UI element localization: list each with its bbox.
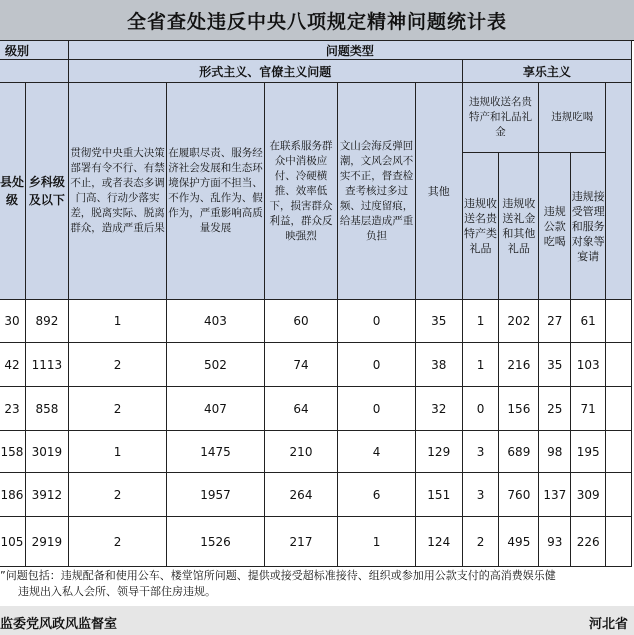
table-cell-col-10: 71 bbox=[571, 387, 606, 431]
problem-desc-4: 文山会海反弹回潮，文风会风不实不正，督查检查考核过多过频、过度留痕，给基层造成严重负担 bbox=[338, 83, 416, 300]
table-cell-col-2: 2 bbox=[68, 473, 166, 517]
table-row bbox=[0, 473, 632, 517]
accept-banquet-header: 违规接受管理和服务对象等宴请 bbox=[571, 153, 606, 300]
table-cell-col-5: 4 bbox=[338, 431, 416, 473]
table-cell-col-2: 2 bbox=[68, 517, 166, 567]
table-cell-col-1: 1113 bbox=[25, 343, 68, 387]
problem-desc-2: 在履职尽责、服务经济社会发展和生态环境保护方面不担当、不作为、乱作为、假作为，严重影响高质量发展 bbox=[167, 83, 264, 300]
table-cell-col-1: 3912 bbox=[25, 473, 68, 517]
table-cell-col-4: 217 bbox=[264, 517, 338, 567]
public-eating-header: 违规公款吃喝 bbox=[539, 153, 571, 300]
table-row bbox=[0, 343, 632, 387]
table-cell-col-6: 35 bbox=[415, 300, 462, 343]
table-cell-col-8: 689 bbox=[499, 431, 539, 473]
gifts-money-header: 违规收送礼金和其他礼品 bbox=[499, 153, 539, 300]
table-cell-col-5: 0 bbox=[338, 343, 416, 387]
table-cell-col-0: 105 bbox=[0, 517, 25, 567]
statistics-table bbox=[0, 40, 632, 567]
table-cell-col-9: 93 bbox=[539, 517, 571, 567]
table-cell-col-9: 25 bbox=[539, 387, 571, 431]
table-cell-col-9: 35 bbox=[539, 343, 571, 387]
table-row bbox=[0, 387, 632, 431]
table-cell-col-3: 1957 bbox=[167, 473, 264, 517]
table-cell-col-8: 760 bbox=[499, 473, 539, 517]
footer-left-text: 监委党风政风监督室 bbox=[0, 617, 118, 632]
table-cell-col-2: 1 bbox=[68, 431, 166, 473]
header-row-1 bbox=[0, 41, 632, 60]
table-cell-col-0: 42 bbox=[0, 343, 25, 387]
table-cell-col-8: 216 bbox=[499, 343, 539, 387]
table-cell-col-4: 74 bbox=[264, 343, 338, 387]
table-cell-col-5: 6 bbox=[338, 473, 416, 517]
level-header: 级别 bbox=[0, 41, 68, 60]
table-cell-col-10: 103 bbox=[571, 343, 606, 387]
table-cell-col-5: 1 bbox=[338, 517, 416, 567]
table-cell-col-7: 2 bbox=[462, 517, 499, 567]
page-title bbox=[0, 0, 634, 41]
problem-type-header: 问题类型 bbox=[68, 41, 631, 60]
table-cell-col-6: 151 bbox=[415, 473, 462, 517]
table-cell-col-9: 137 bbox=[539, 473, 571, 517]
header-overflow-cell bbox=[606, 83, 632, 300]
table-row bbox=[0, 300, 632, 343]
table-cell-col-4: 264 bbox=[264, 473, 338, 517]
gifts-special-header: 违规收送名贵特产类礼品 bbox=[462, 153, 499, 300]
table-cell-col-2: 1 bbox=[68, 300, 166, 343]
table-row bbox=[0, 431, 632, 473]
table-cell-col-1: 858 bbox=[25, 387, 68, 431]
table-cell-col-5: 0 bbox=[338, 387, 416, 431]
table-row bbox=[0, 517, 632, 567]
table-cell-col-3: 403 bbox=[167, 300, 264, 343]
table-cell-col-8: 202 bbox=[499, 300, 539, 343]
table-cell-col-10: 226 bbox=[571, 517, 606, 567]
footer-bar bbox=[0, 606, 634, 635]
county-level-header: 县处级 bbox=[0, 83, 25, 300]
table-cell-col-3: 1475 bbox=[167, 431, 264, 473]
table-cell-col-7: 0 bbox=[462, 387, 499, 431]
table-cell-col-0: 186 bbox=[0, 473, 25, 517]
table-cell-col-10: 61 bbox=[571, 300, 606, 343]
table-cell-col-6: 129 bbox=[415, 431, 462, 473]
level-header-spacer bbox=[0, 60, 68, 83]
table-cell-col-3: 502 bbox=[167, 343, 264, 387]
footer-right-text: 河北省 bbox=[588, 617, 628, 632]
table-cell-col-6: 32 bbox=[415, 387, 462, 431]
gifts-group-header: 违规收送名贵特产和礼品礼金 bbox=[462, 83, 539, 153]
table-cell-col-0: 158 bbox=[0, 431, 25, 473]
table-cell-col-6: 124 bbox=[415, 517, 462, 567]
footnote-line-2: 违规出入私人会所、领导干部住房违规。 bbox=[18, 585, 216, 598]
table-cell-col-1: 2919 bbox=[25, 517, 68, 567]
table-cell-col-10: 195 bbox=[571, 431, 606, 473]
table-cell-col-1: 892 bbox=[25, 300, 68, 343]
table-cell-col-4: 64 bbox=[264, 387, 338, 431]
footnote-line-1: ”问题包括：违规配备和使用公车、楼堂馆所问题、提供或接受超标准接待、组织或参加用公款支付的高消费娱乐健 bbox=[0, 569, 556, 582]
table-cell-col-3: 407 bbox=[167, 387, 264, 431]
table-cell-col-2: 2 bbox=[68, 343, 166, 387]
table-cell-col-8: 495 bbox=[499, 517, 539, 567]
table-cell-col-3: 1526 bbox=[167, 517, 264, 567]
table-cell-col-1: 3019 bbox=[25, 431, 68, 473]
header-row-3 bbox=[0, 83, 632, 153]
table-cell-col-7: 3 bbox=[462, 473, 499, 517]
table-cell-col-10: 309 bbox=[571, 473, 606, 517]
table-cell-col-0: 30 bbox=[0, 300, 25, 343]
township-level-header: 乡科级及以下 bbox=[25, 83, 68, 300]
header-row-2 bbox=[0, 60, 632, 83]
problem-desc-3: 在联系服务群众中消极应付、冷硬横推、效率低下，损害群众利益，群众反映强烈 bbox=[264, 83, 338, 300]
other-header: 其他 bbox=[415, 83, 462, 300]
table-cell-col-7: 1 bbox=[462, 343, 499, 387]
eat-drink-header: 违规吃喝 bbox=[539, 83, 606, 153]
table-cell-col-4: 60 bbox=[264, 300, 338, 343]
table-cell-col-9: 27 bbox=[539, 300, 571, 343]
table-cell-col-7: 3 bbox=[462, 431, 499, 473]
page-title-text: 全省查处违反中央八项规定精神问题统计表 bbox=[126, 10, 507, 33]
table-cell-col-4: 210 bbox=[264, 431, 338, 473]
table-cell-col-9: 98 bbox=[539, 431, 571, 473]
table-cell-col-6: 38 bbox=[415, 343, 462, 387]
table-cell-col-0: 23 bbox=[0, 387, 25, 431]
table-cell-col-2: 2 bbox=[68, 387, 166, 431]
table-cell-col-5: 0 bbox=[338, 300, 416, 343]
table-cell-col-7: 1 bbox=[462, 300, 499, 343]
problem-desc-1: 贯彻党中央重大决策部署有令不行、有禁不止，或者表态多调门高、行动少落实差，脱离实际、脱离群众，造成严重后果 bbox=[68, 83, 166, 300]
hedonism-header: 享乐主义 bbox=[462, 60, 631, 83]
formalism-header: 形式主义、官僚主义问题 bbox=[68, 60, 462, 83]
table-cell-col-8: 156 bbox=[499, 387, 539, 431]
